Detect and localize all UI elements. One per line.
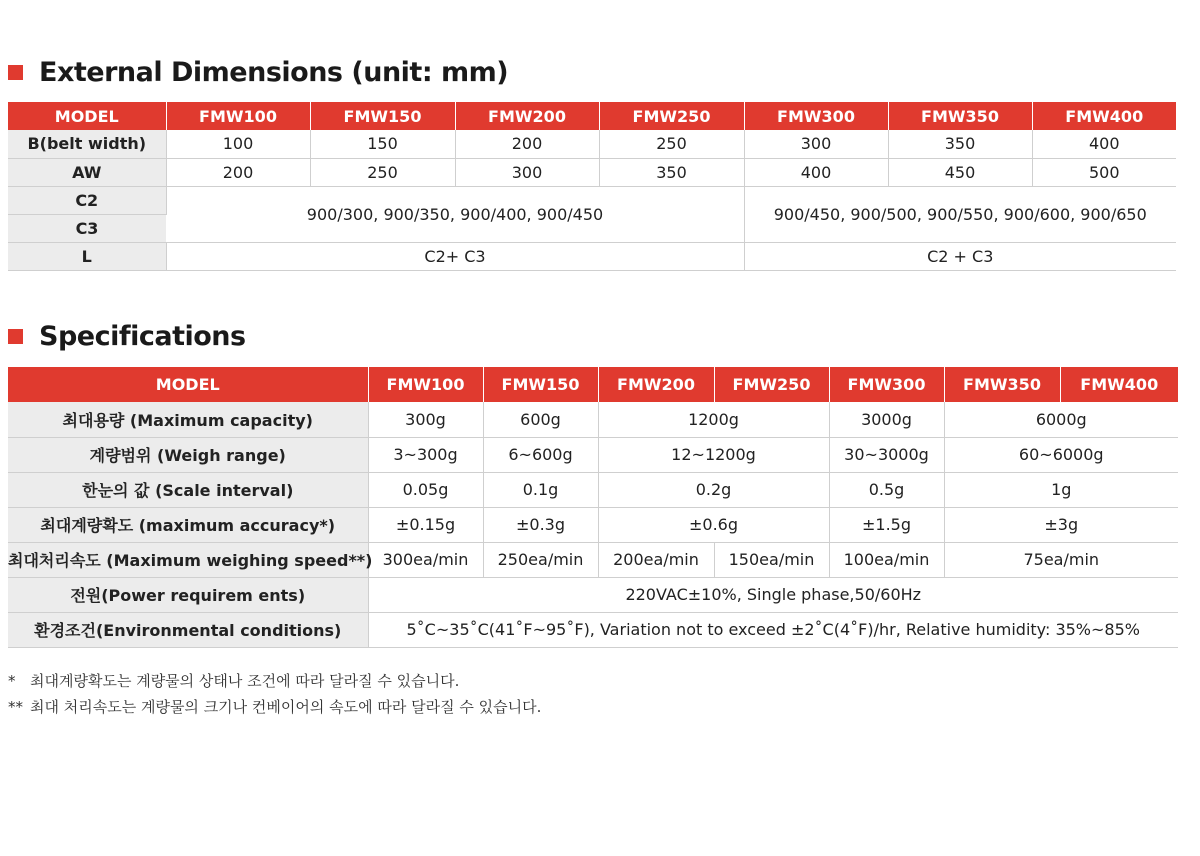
table-cell: 250 bbox=[310, 158, 455, 186]
table-cell: 3000g bbox=[829, 402, 944, 437]
row-label: AW bbox=[8, 158, 166, 186]
footnote bbox=[8, 694, 541, 720]
header-cell: FMW400 bbox=[1032, 102, 1176, 130]
table-row bbox=[8, 242, 1176, 270]
table-cell: ±0.15g bbox=[368, 507, 483, 542]
header-cell: FMW250 bbox=[714, 367, 829, 402]
table-cell: 200 bbox=[166, 158, 310, 186]
table-cell: 220VAC±10%, Single phase,50/60Hz bbox=[368, 577, 1178, 612]
header-cell: FMW100 bbox=[166, 102, 310, 130]
table-cell: 30~3000g bbox=[829, 437, 944, 472]
row-label: C3 bbox=[8, 214, 166, 242]
square-bullet-icon bbox=[8, 65, 23, 80]
header-cell: FMW300 bbox=[829, 367, 944, 402]
table-cell: 100ea/min bbox=[829, 542, 944, 577]
table-cell: 1g bbox=[944, 472, 1178, 507]
table-cell: 400 bbox=[1032, 130, 1176, 158]
table-cell: 3~300g bbox=[368, 437, 483, 472]
table-cell: 200ea/min bbox=[598, 542, 714, 577]
table-cell: ±3g bbox=[944, 507, 1178, 542]
table-cell: 12~1200g bbox=[598, 437, 829, 472]
table-cell: 6~600g bbox=[483, 437, 598, 472]
table-cell: 0.2g bbox=[598, 472, 829, 507]
specifications-section-title bbox=[8, 316, 246, 356]
dimensions-table bbox=[8, 102, 1176, 271]
table-cell: 300g bbox=[368, 402, 483, 437]
table-cell: ±0.3g bbox=[483, 507, 598, 542]
table-cell: 600g bbox=[483, 402, 598, 437]
table-cell: 300 bbox=[455, 158, 599, 186]
footnote-text: 최대 처리속도는 계량물의 크기나 컨베이어의 속도에 따라 달라질 수 있습니다. bbox=[30, 698, 542, 716]
specifications-table bbox=[8, 367, 1178, 648]
header-cell: MODEL bbox=[8, 367, 368, 402]
row-label: B(belt width) bbox=[8, 130, 166, 158]
header-cell: FMW300 bbox=[744, 102, 888, 130]
header-cell: FMW150 bbox=[483, 367, 598, 402]
table-row bbox=[8, 542, 1178, 577]
row-label: 최대용량 (Maximum capacity) bbox=[8, 402, 368, 437]
header-cell: FMW150 bbox=[310, 102, 455, 130]
table-row bbox=[8, 402, 1178, 437]
header-cell: MODEL bbox=[8, 102, 166, 130]
table-cell: 300 bbox=[744, 130, 888, 158]
table-cell: 5˚C~35˚C(41˚F~95˚F), Variation not to exceed ±2˚C(4˚F)/hr, Relative humidity: 35%~85% bbox=[368, 612, 1178, 647]
table-cell: 400 bbox=[744, 158, 888, 186]
row-label: 환경조건(Environmental conditions) bbox=[8, 612, 368, 647]
square-bullet-icon bbox=[8, 329, 23, 344]
table-cell: C2 + C3 bbox=[744, 242, 1176, 270]
table-cell: 0.05g bbox=[368, 472, 483, 507]
row-label: 한눈의 값 (Scale interval) bbox=[8, 472, 368, 507]
row-label: 최대처리속도 (Maximum weighing speed**) bbox=[8, 542, 368, 577]
table-row bbox=[8, 577, 1178, 612]
table-cell: 500 bbox=[1032, 158, 1176, 186]
table-cell: 0.5g bbox=[829, 472, 944, 507]
header-cell: FMW400 bbox=[1060, 367, 1178, 402]
header-cell: FMW200 bbox=[455, 102, 599, 130]
table-cell: 250ea/min bbox=[483, 542, 598, 577]
table-cell: ±1.5g bbox=[829, 507, 944, 542]
table-cell: ±0.6g bbox=[598, 507, 829, 542]
footnotes bbox=[8, 668, 541, 720]
table-cell: 900/300, 900/350, 900/400, 900/450 bbox=[166, 186, 744, 242]
table-header-row bbox=[8, 367, 1178, 402]
table-cell: 900/450, 900/500, 900/550, 900/600, 900/650 bbox=[744, 186, 1176, 242]
table-cell: 60~6000g bbox=[944, 437, 1178, 472]
specifications-title-text: Specifications bbox=[39, 320, 246, 352]
table-row bbox=[8, 612, 1178, 647]
footnote-mark: * bbox=[8, 672, 16, 690]
row-label: 전원(Power requirem ents) bbox=[8, 577, 368, 612]
table-cell: 350 bbox=[888, 130, 1032, 158]
table-cell: 75ea/min bbox=[944, 542, 1178, 577]
table-row bbox=[8, 437, 1178, 472]
header-cell: FMW350 bbox=[944, 367, 1060, 402]
row-label: 최대계량확도 (maximum accuracy*) bbox=[8, 507, 368, 542]
table-cell: 200 bbox=[455, 130, 599, 158]
row-label: 계량범위 (Weigh range) bbox=[8, 437, 368, 472]
table-cell: 250 bbox=[599, 130, 744, 158]
table-row bbox=[8, 472, 1178, 507]
table-row bbox=[8, 158, 1176, 186]
header-cell: FMW100 bbox=[368, 367, 483, 402]
table-cell: 150 bbox=[310, 130, 455, 158]
table-cell: 0.1g bbox=[483, 472, 598, 507]
table-row bbox=[8, 186, 1176, 214]
footnote bbox=[8, 668, 541, 694]
table-cell: 350 bbox=[599, 158, 744, 186]
table-cell: 300ea/min bbox=[368, 542, 483, 577]
dimensions-section-title bbox=[8, 52, 508, 92]
table-cell: 6000g bbox=[944, 402, 1178, 437]
dimensions-title-text: External Dimensions (unit: mm) bbox=[39, 56, 509, 88]
footnote-mark: ** bbox=[8, 698, 23, 716]
table-row bbox=[8, 507, 1178, 542]
table-row bbox=[8, 130, 1176, 158]
table-cell: 1200g bbox=[598, 402, 829, 437]
row-label: C2 bbox=[8, 186, 166, 214]
header-cell: FMW250 bbox=[599, 102, 744, 130]
table-cell: 150ea/min bbox=[714, 542, 829, 577]
table-cell: 100 bbox=[166, 130, 310, 158]
header-cell: FMW350 bbox=[888, 102, 1032, 130]
table-cell: C2+ C3 bbox=[166, 242, 744, 270]
row-label: L bbox=[8, 242, 166, 270]
footnote-text: 최대계량확도는 계량물의 상태나 조건에 따라 달라질 수 있습니다. bbox=[30, 672, 460, 690]
table-cell: 450 bbox=[888, 158, 1032, 186]
table-header-row bbox=[8, 102, 1176, 130]
header-cell: FMW200 bbox=[598, 367, 714, 402]
